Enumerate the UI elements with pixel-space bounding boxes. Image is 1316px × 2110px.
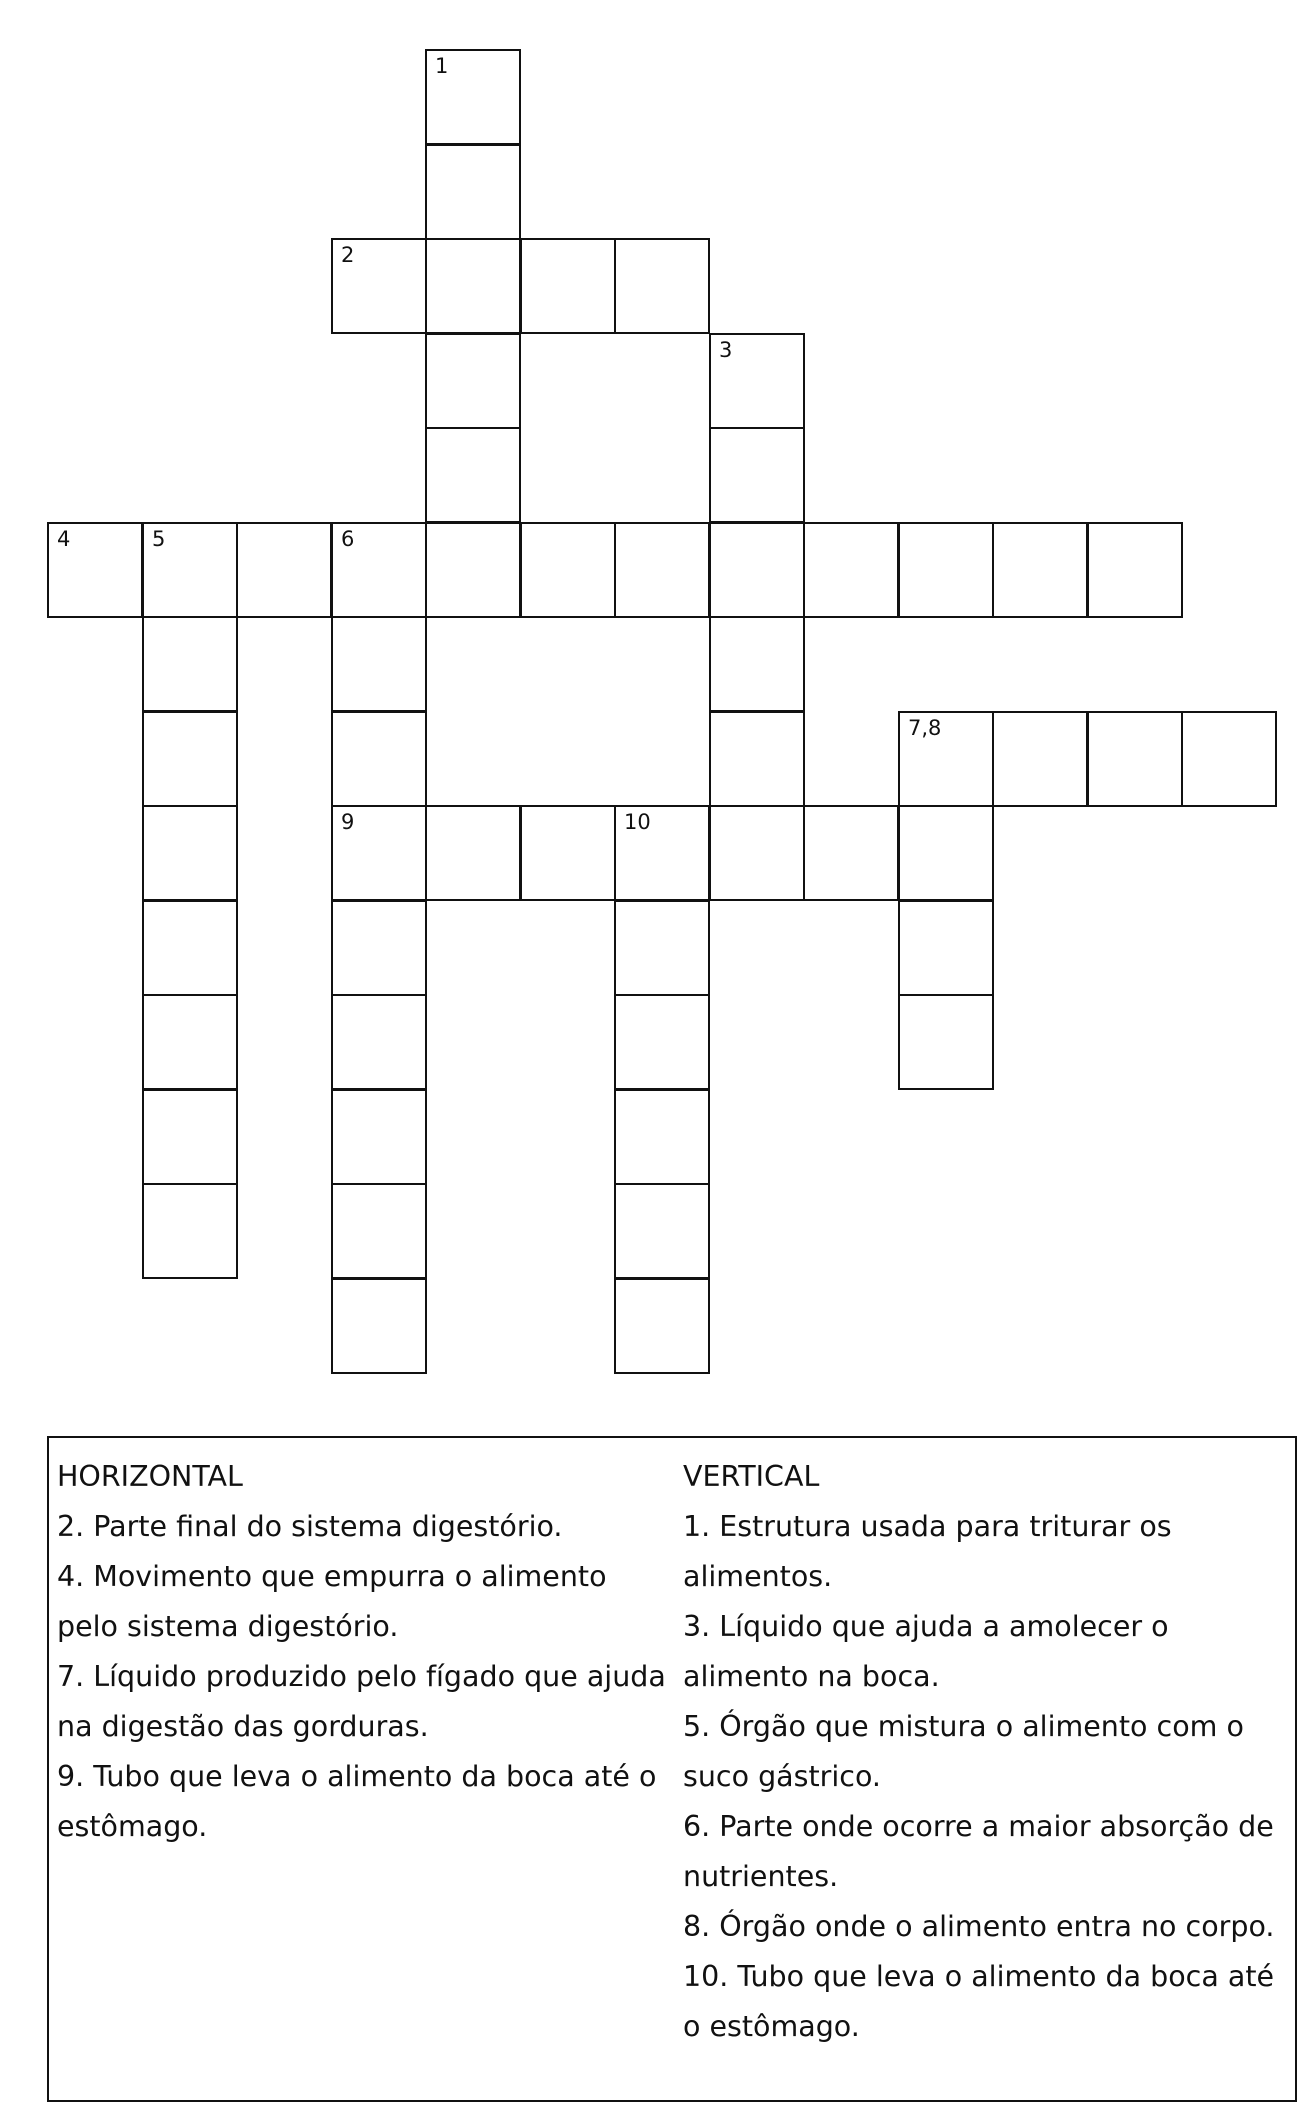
clue-number: 1 [435,54,449,78]
vertical-clue: 10. Tubo que leva o alimento da boca até o estômago. [683,1960,1275,2043]
crossword-cell[interactable] [142,1089,238,1185]
crossword-cell[interactable] [142,900,238,996]
crossword-cell[interactable] [331,238,427,334]
crossword-cell[interactable] [614,1183,710,1279]
crossword-cell[interactable] [142,1183,238,1279]
clue-number: 6 [341,527,355,551]
crossword-cell[interactable] [709,522,805,618]
crossword-cell[interactable] [425,333,521,429]
crossword-cell[interactable] [898,900,994,996]
crossword-cell[interactable] [425,238,521,334]
crossword-cell[interactable] [142,616,238,712]
vertical-clue: 3. Líquido que ajuda a amolecer o alimento na boca. [683,1610,1169,1693]
horizontal-clues [57,1452,669,1852]
crossword-cell[interactable] [614,900,710,996]
crossword-cell[interactable] [1181,711,1277,807]
vertical-clue: 8. Órgão onde o alimento entra no corpo. [683,1910,1275,1943]
crossword-cell[interactable] [614,1278,710,1374]
clue-number: 3 [719,338,733,362]
crossword-cell[interactable] [709,427,805,523]
crossword-cell[interactable] [992,522,1088,618]
crossword-cell[interactable] [47,522,143,618]
crossword-cell[interactable] [520,238,616,334]
crossword-cell[interactable] [331,805,427,901]
vertical-clue: 5. Órgão que mistura o alimento com o suco gástrico. [683,1710,1244,1793]
clue-number: 4 [57,527,71,551]
crossword-cell[interactable] [331,900,427,996]
crossword-cell[interactable] [709,805,805,901]
crossword-cell[interactable] [520,522,616,618]
crossword-cell[interactable] [236,522,332,618]
clues-box [47,1436,1297,2102]
crossword-cell[interactable] [898,711,994,807]
horizontal-clue: 7. Líquido produzido pelo fígado que ajuda na digestão das gorduras. [57,1660,666,1743]
crossword-cell[interactable] [709,711,805,807]
crossword-cell[interactable] [520,805,616,901]
clue-number: 7,8 [908,716,942,740]
crossword-cell[interactable] [425,49,521,145]
crossword-cell[interactable] [331,711,427,807]
horizontal-clue: 4. Movimento que empurra o alimento pelo sistema digestório. [57,1560,607,1643]
vertical-clue: 6. Parte onde ocorre a maior absorção de nutrientes. [683,1810,1274,1893]
vertical-heading: VERTICAL [683,1460,820,1493]
crossword-cell[interactable] [142,994,238,1090]
crossword-cell[interactable] [898,522,994,618]
vertical-clues [683,1452,1293,2052]
crossword-cell[interactable] [1087,711,1183,807]
crossword-cell[interactable] [614,238,710,334]
crossword-cell[interactable] [331,522,427,618]
crossword-cell[interactable] [709,333,805,429]
crossword-cell[interactable] [898,994,994,1090]
crossword-cell[interactable] [425,427,521,523]
crossword-cell[interactable] [992,711,1088,807]
horizontal-heading: HORIZONTAL [57,1460,243,1493]
crossword-cell[interactable] [331,616,427,712]
crossword-cell[interactable] [425,522,521,618]
crossword-cell[interactable] [331,1278,427,1374]
crossword-cell[interactable] [614,994,710,1090]
crossword-cell[interactable] [614,522,710,618]
clue-number: 10 [624,810,651,834]
crossword-cell[interactable] [425,805,521,901]
horizontal-clue: 2. Parte final do sistema digestório. [57,1510,563,1543]
crossword-cell[interactable] [614,805,710,901]
crossword-cell[interactable] [331,994,427,1090]
crossword-cell[interactable] [614,1089,710,1185]
crossword-cell[interactable] [331,1183,427,1279]
crossword-cell[interactable] [803,805,899,901]
crossword-cell[interactable] [425,144,521,240]
clue-number: 5 [152,527,166,551]
clue-number: 2 [341,243,355,267]
horizontal-clue: 9. Tubo que leva o alimento da boca até o estômago. [57,1760,657,1843]
crossword-cell[interactable] [803,522,899,618]
crossword-cell[interactable] [898,805,994,901]
vertical-clue: 1. Estrutura usada para triturar os alimentos. [683,1510,1172,1593]
crossword-cell[interactable] [142,522,238,618]
clue-number: 9 [341,810,355,834]
crossword-cell[interactable] [1087,522,1183,618]
crossword-cell[interactable] [142,805,238,901]
crossword-cell[interactable] [331,1089,427,1185]
crossword-cell[interactable] [142,711,238,807]
crossword-cell[interactable] [709,616,805,712]
